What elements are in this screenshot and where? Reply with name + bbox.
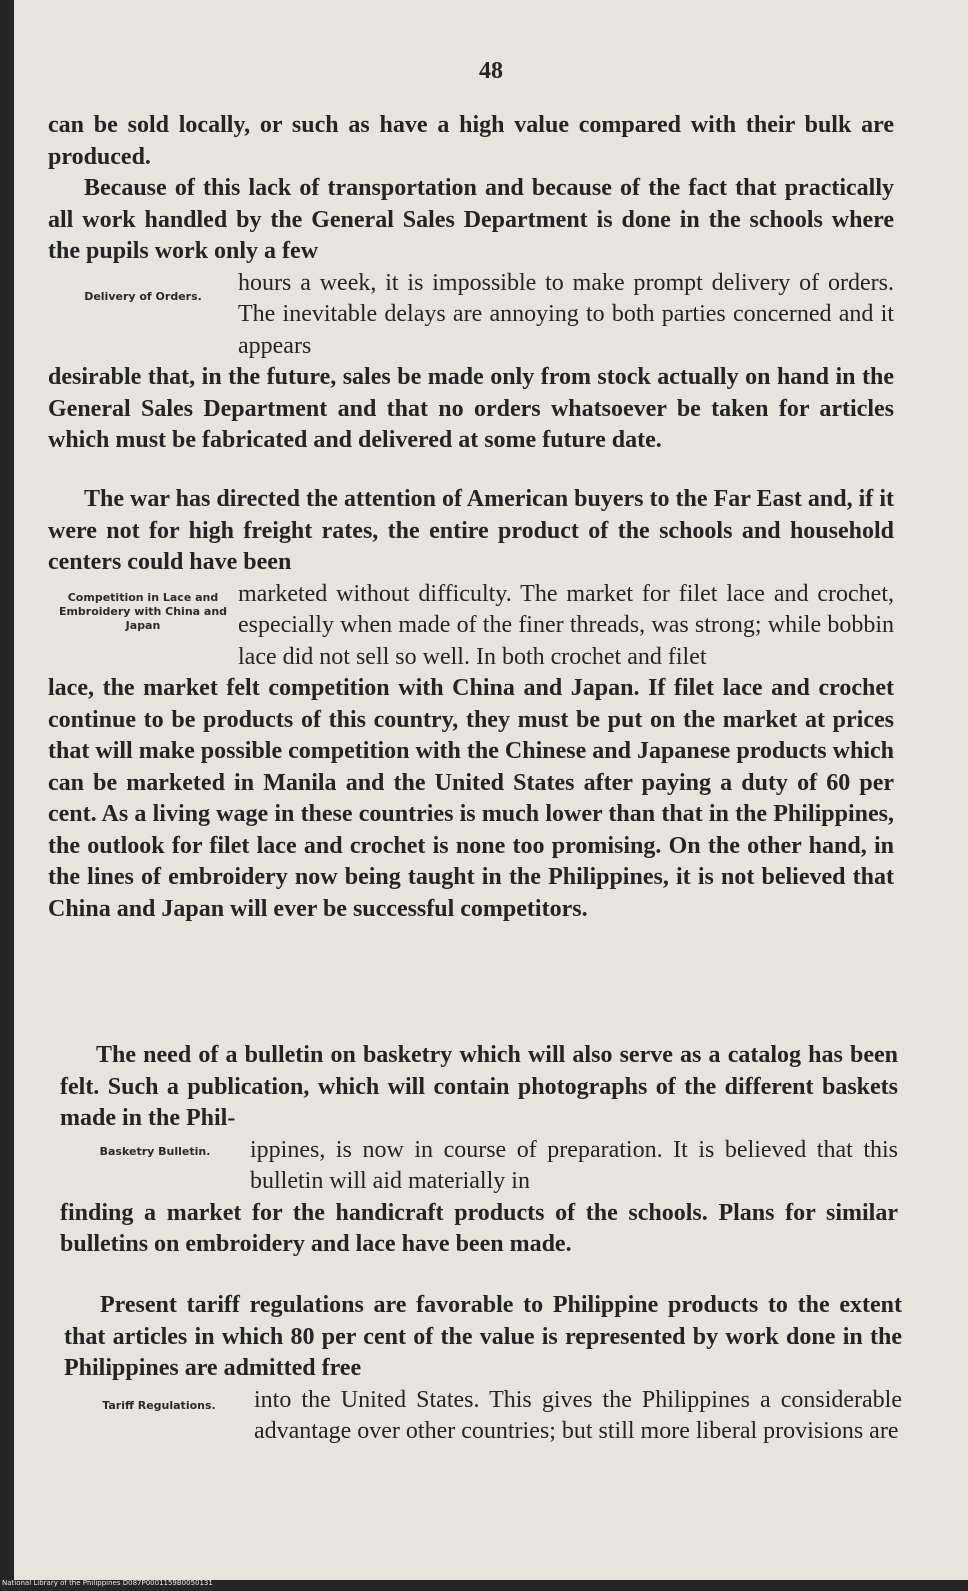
- paragraph-5-side-text: into the United States. This gives the Philippines a considerable advantage over other countries; but still more liberal provisions are: [254, 1386, 902, 1444]
- text-block-4: [64, 1290, 902, 1448]
- paragraph-1: can be sold locally, or such as have a high value compared with their bulk are produced.: [48, 112, 894, 170]
- margin-note-delivery: Delivery of Orders.: [84, 289, 202, 303]
- paragraph-4-lead: The need of a bulletin on basketry which will also serve as a catalog has been felt. Such a publication, which will contain photographs of the different baskets made in the Phil-: [60, 1042, 898, 1131]
- margin-note-basketry: Basketry Bulletin.: [99, 1144, 211, 1158]
- paragraph-2-rest: desirable that, in the future, sales be made only from stock actually on hand in the General Sales Department and that no orders whatsoever be taken for articles which must be fabricated and delivered at some future date.: [48, 364, 894, 453]
- paragraph-3-side-text: marketed without difficulty. The market for filet lace and crochet, especially when made of the finer threads, was strong; while bobbin lace did not sell so well. In both crochet and filet: [238, 580, 894, 670]
- paragraph-2-side-text: hours a week, it is impossible to make prompt delivery of orders. The inevitable delays are annoying to both parties concerned and it appears: [238, 269, 894, 359]
- paragraph-3-side-row: [48, 579, 894, 674]
- paragraph-4-side-text: ippines, is now in course of preparation. It is believed that this bulletin will aid materially in: [250, 1136, 898, 1194]
- paragraph-3-lead: The war has directed the attention of American buyers to the Far East and, if it were not for high freight rates, the entire product of the schools and household centers could have been: [48, 486, 894, 575]
- scan-footer: National Library of the Philippines D087P0001159B0050131: [2, 1579, 213, 1587]
- document-page: [14, 0, 968, 1580]
- paragraph-2-side-row: [48, 268, 894, 363]
- paragraph-4-side-row: [60, 1135, 898, 1198]
- paragraph-4-rest: finding a market for the handicraft products of the schools. Plans for similar bulletins on embroidery and lace have been made.: [60, 1199, 898, 1257]
- paragraph-3-rest: lace, the market felt competition with China and Japan. If filet lace and crochet continue to be products of this country, they must be put on the market at prices that will make possible competition with the Chinese and Japanese products which can be marketed in Manila and the United States after paying a duty of 60 per cent. As a living wage in these countries is much lower than that in the Philippines, the outlook for filet lace and crochet is none too promising. On the other hand, in the lines of embroidery now being taught in the Philippines, it is not believed that China and Japan will ever be successful competitors.: [48, 675, 894, 922]
- margin-note-competition: Competition in Lace and Embroidery with China and Japan: [58, 590, 228, 632]
- paragraph-2-lead: Because of this lack of transportation and because of the fact that practically all work handled by the General Sales Department is done in the schools where the pupils work only a few: [48, 175, 894, 264]
- paragraph-5-lead: Present tariff regulations are favorable to Philippine products to the extent that articles in which 80 per cent of the value is represented by work done in the Philippines are admitted free: [64, 1292, 902, 1381]
- text-block-2: [48, 484, 894, 925]
- text-block-1: [48, 110, 894, 457]
- text-block-3: [60, 1040, 898, 1261]
- page-number: 48: [479, 58, 503, 84]
- margin-note-tariff: Tariff Regulations.: [102, 1398, 216, 1412]
- paragraph-5-side-row: [64, 1385, 902, 1448]
